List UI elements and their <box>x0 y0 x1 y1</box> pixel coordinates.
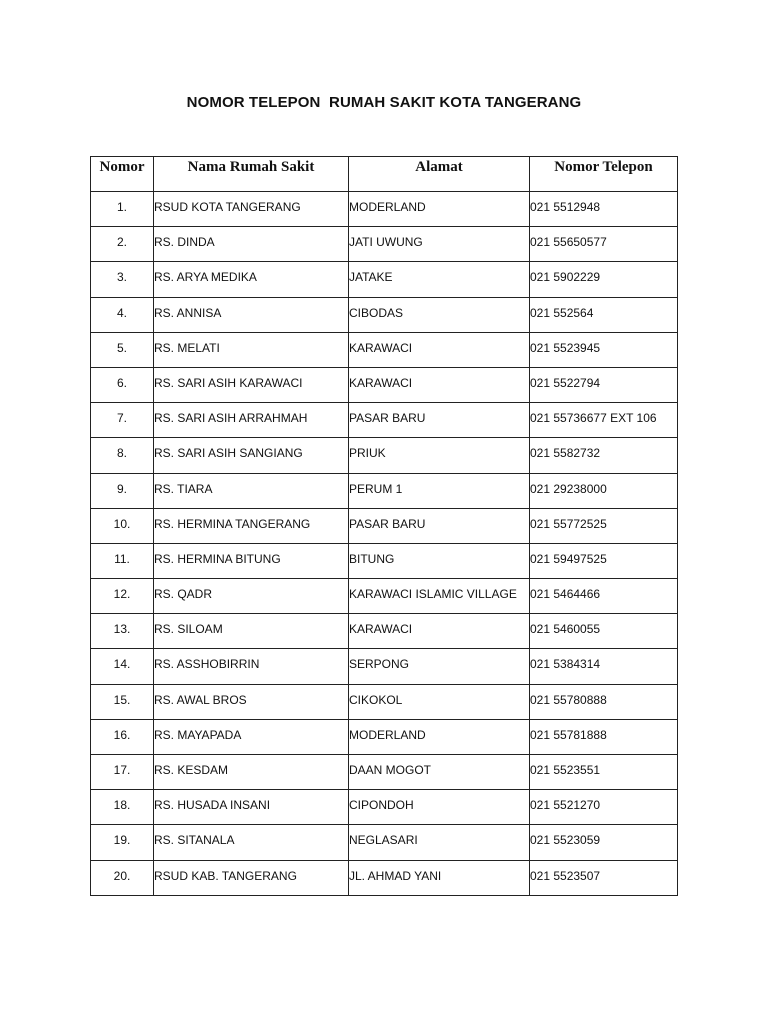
hospital-address: JL. AHMAD YANI <box>349 860 530 895</box>
hospital-phone: 021 5522794 <box>530 367 678 402</box>
hospital-name: RS. SITANALA <box>154 825 349 860</box>
hospital-phone: 021 5523059 <box>530 825 678 860</box>
table-row <box>91 332 678 367</box>
hospital-name: RSUD KAB. TANGERANG <box>154 860 349 895</box>
row-number: 12. <box>91 579 154 614</box>
hospital-name: RS. SILOAM <box>154 614 349 649</box>
table-row <box>91 614 678 649</box>
table-row <box>91 755 678 790</box>
hospital-address: NEGLASARI <box>349 825 530 860</box>
hospital-phone: 021 5523551 <box>530 755 678 790</box>
hospital-name: RS. AWAL BROS <box>154 684 349 719</box>
hospital-address: JATAKE <box>349 262 530 297</box>
hospital-name: RS. DINDA <box>154 227 349 262</box>
table-row <box>91 192 678 227</box>
hospital-name: RSUD KOTA TANGERANG <box>154 192 349 227</box>
table-header-row <box>91 157 678 192</box>
hospital-name: RS. HERMINA TANGERANG <box>154 508 349 543</box>
table-row <box>91 543 678 578</box>
hospital-address: JATI UWUNG <box>349 227 530 262</box>
hospital-address: KARAWACI <box>349 332 530 367</box>
hospital-phone: 021 5460055 <box>530 614 678 649</box>
row-number: 15. <box>91 684 154 719</box>
hospital-address: PRIUK <box>349 438 530 473</box>
row-number: 6. <box>91 367 154 402</box>
row-number: 1. <box>91 192 154 227</box>
hospital-address: BITUNG <box>349 543 530 578</box>
row-number: 2. <box>91 227 154 262</box>
hospital-phone: 021 59497525 <box>530 543 678 578</box>
row-number: 10. <box>91 508 154 543</box>
page-title: NOMOR TELEPON RUMAH SAKIT KOTA TANGERANG <box>186 94 582 111</box>
hospital-phone: 021 5512948 <box>530 192 678 227</box>
hospital-phone: 021 5582732 <box>530 438 678 473</box>
hospital-name: RS. SARI ASIH SANGIANG <box>154 438 349 473</box>
hospital-phone: 021 55772525 <box>530 508 678 543</box>
header-nomor-telepon: Nomor Telepon <box>530 157 678 192</box>
row-number: 13. <box>91 614 154 649</box>
table-row <box>91 262 678 297</box>
row-number: 9. <box>91 473 154 508</box>
row-number: 17. <box>91 755 154 790</box>
table-row <box>91 825 678 860</box>
row-number: 18. <box>91 790 154 825</box>
hospital-phone: 021 29238000 <box>530 473 678 508</box>
hospital-phone-table <box>90 156 678 896</box>
hospital-address: KARAWACI ISLAMIC VILLAGE <box>349 579 530 614</box>
table-row <box>91 860 678 895</box>
hospital-phone: 021 5523507 <box>530 860 678 895</box>
table-row <box>91 473 678 508</box>
hospital-name: RS. SARI ASIH KARAWACI <box>154 367 349 402</box>
row-number: 7. <box>91 403 154 438</box>
table-row <box>91 297 678 332</box>
header-nomor: Nomor <box>91 157 154 192</box>
row-number: 3. <box>91 262 154 297</box>
hospital-address: PERUM 1 <box>349 473 530 508</box>
hospital-phone: 021 55780888 <box>530 684 678 719</box>
hospital-name: RS. KESDAM <box>154 755 349 790</box>
hospital-address: CIBODAS <box>349 297 530 332</box>
table-row <box>91 438 678 473</box>
hospital-name: RS. HUSADA INSANI <box>154 790 349 825</box>
hospital-name: RS. SARI ASIH ARRAHMAH <box>154 403 349 438</box>
hospital-phone: 021 55650577 <box>530 227 678 262</box>
hospital-address: PASAR BARU <box>349 403 530 438</box>
row-number: 11. <box>91 543 154 578</box>
hospital-phone: 021 55781888 <box>530 719 678 754</box>
hospital-name: RS. ASSHOBIRRIN <box>154 649 349 684</box>
table-row <box>91 579 678 614</box>
table-row <box>91 367 678 402</box>
table-row <box>91 403 678 438</box>
hospital-name: RS. ANNISA <box>154 297 349 332</box>
hospital-address: CIKOKOL <box>349 684 530 719</box>
hospital-name: RS. ARYA MEDIKA <box>154 262 349 297</box>
hospital-address: PASAR BARU <box>349 508 530 543</box>
hospital-address: SERPONG <box>349 649 530 684</box>
hospital-phone: 021 5384314 <box>530 649 678 684</box>
row-number: 4. <box>91 297 154 332</box>
hospital-name: RS. MELATI <box>154 332 349 367</box>
hospital-address: KARAWACI <box>349 367 530 402</box>
hospital-phone: 021 5523945 <box>530 332 678 367</box>
table-row <box>91 790 678 825</box>
hospital-address: CIPONDOH <box>349 790 530 825</box>
hospital-name: RS. QADR <box>154 579 349 614</box>
table-row <box>91 508 678 543</box>
row-number: 19. <box>91 825 154 860</box>
table-row <box>91 684 678 719</box>
header-alamat: Alamat <box>349 157 530 192</box>
hospital-address: MODERLAND <box>349 719 530 754</box>
table-row <box>91 719 678 754</box>
hospital-phone: 021 552564 <box>530 297 678 332</box>
hospital-address: KARAWACI <box>349 614 530 649</box>
hospital-name: RS. HERMINA BITUNG <box>154 543 349 578</box>
hospital-phone: 021 55736677 EXT 106 <box>530 403 678 438</box>
table-body <box>91 192 678 896</box>
hospital-name: RS. MAYAPADA <box>154 719 349 754</box>
header-nama-rumah-sakit: Nama Rumah Sakit <box>154 157 349 192</box>
row-number: 20. <box>91 860 154 895</box>
hospital-address: DAAN MOGOT <box>349 755 530 790</box>
hospital-name: RS. TIARA <box>154 473 349 508</box>
table-row <box>91 649 678 684</box>
hospital-phone: 021 5521270 <box>530 790 678 825</box>
row-number: 8. <box>91 438 154 473</box>
hospital-phone: 021 5464466 <box>530 579 678 614</box>
hospital-address: MODERLAND <box>349 192 530 227</box>
table-row <box>91 227 678 262</box>
row-number: 14. <box>91 649 154 684</box>
hospital-phone: 021 5902229 <box>530 262 678 297</box>
row-number: 16. <box>91 719 154 754</box>
row-number: 5. <box>91 332 154 367</box>
